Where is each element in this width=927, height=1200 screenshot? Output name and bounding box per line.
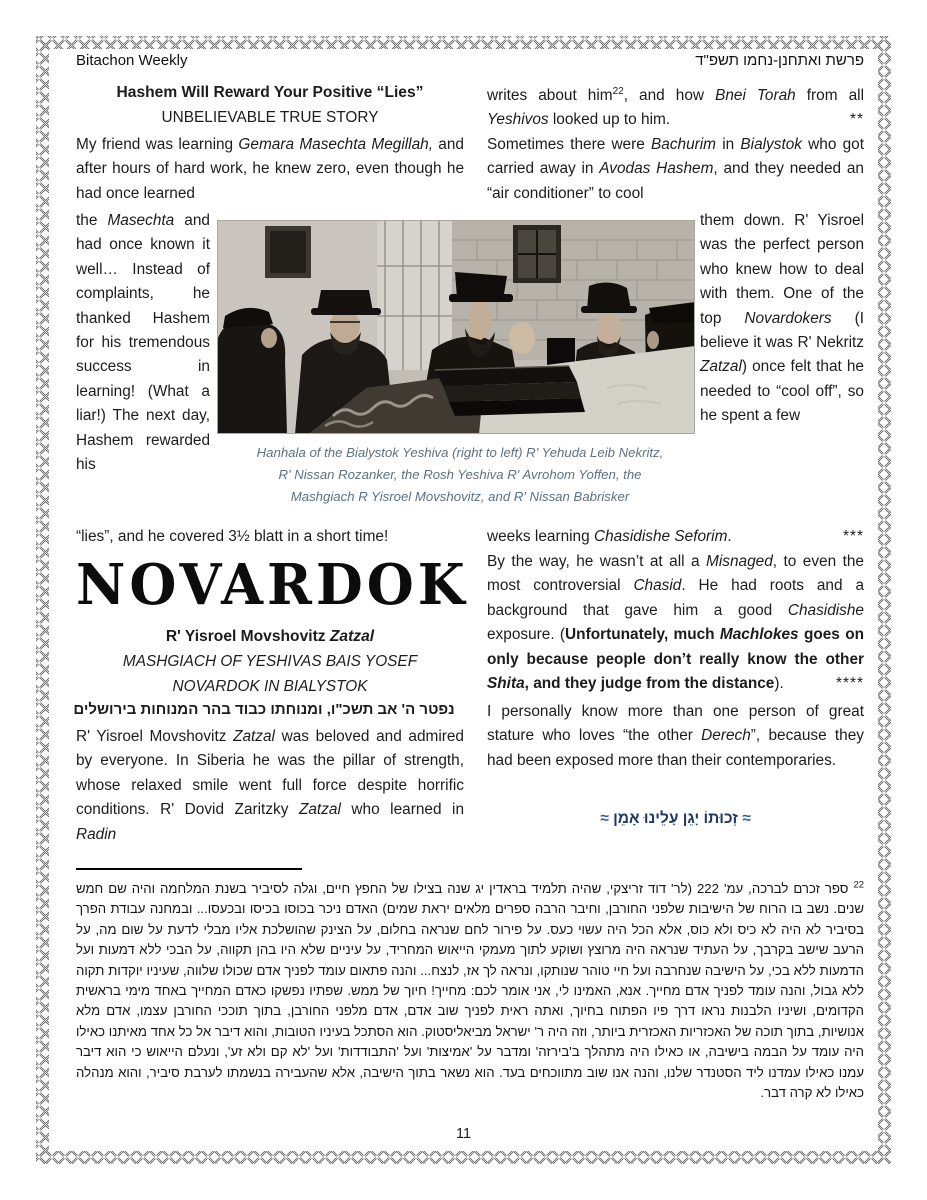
photo-caption-line: Hanhala of the Bialystok Yeshiva (right to left) R' Yehuda Leib Nekritz, [256, 445, 664, 460]
newsletter-title: Bitachon Weekly [76, 52, 188, 69]
right-paragraph-1: writes about him$^{22}$, and how Bnei Torah from all Yeshivos looked up to him. ** [487, 85, 865, 129]
footnote-separator [76, 868, 302, 870]
yeshiva-photo [217, 220, 695, 434]
blessing-line: ≈ זְכוּתוֹ יָגֵן עָלֵינוּ אָמֵן ≈ [600, 810, 751, 827]
mashgiach-line-1: MASHGIACH OF YESHIVAS BAIS YOSEF [122, 653, 418, 670]
article-subheading: UNBELIEVABLE TRUE STORY [161, 109, 379, 126]
page-number: 11 [455, 1126, 472, 1142]
article-heading: Hashem Will Reward Your Positive “Lies” [116, 84, 424, 101]
left-narrow-paragraph: the Masechta and had once known it well… Instead of complaints, he thanked Hashem for his tremendous success in learning! (What a liar!) The next day, Hashem rewarded his [76, 212, 210, 474]
right-paragraph-5: I personally know more than one person of great stature who loves “the other Derech”, because they had been exposed more than their contemporaries. [487, 703, 864, 769]
photo-caption-line: Mashgiach R Yisroel Movshovitz, and R' Nissan Babrisker [290, 489, 630, 504]
mashgiach-line-2: NOVARDOK IN BIALYSTOK [172, 678, 368, 695]
name-line: R' Yisroel Movshovitz Zatzal [165, 628, 375, 645]
photo-caption-line: R' Nissan Rozanker, the Rosh Yeshiva R' Avrohom Yoffen, the [278, 467, 642, 482]
novardok-title: NOVARDOK [76, 550, 469, 618]
left-after-image-line: “lies”, and he covered 3½ blatt in a short time! [76, 528, 389, 545]
right-paragraph-3: weeks learning Chasidishe Seforim. *** [487, 528, 864, 545]
left-paragraph-1: My friend was learning Gemara Masechta Megillah, and after hours of hard work, he knew zero, even though he had once learned [76, 136, 464, 202]
hebrew-dedication: נפטר ה' אב תשכ"ו, ומנוחתו כבוד בהר המנוחות בירושלים [73, 701, 455, 718]
parsha-title: פרשת ואתחנן-נחמו תשפ"ד [695, 52, 864, 69]
footnote-text: $^{22}$ ספר זכרם לברכה, עמ' 222 (לר' דוד זריצקי, שהיה תלמיד בראדין יג שנה בצילו של החפץ חיים, וגלה לסיביר בשנת המלחמה והיה שם חמש שנים. נשב בו הרוח של הישיבות שלפני החורבן, וחיבר הרבה ספרים מלאים יראת שמים) האדם ניכר בכוסו בכיסו ובכעסו... ובמחנה עבודת הפרך בסיביר לא היה לא כיס ולא כוס, אלא הכל היה עשוי כעס. על פירור לחם שנראה בחלום, על הצינק שהושלכת אליו מבלי לדעת על שום מה, על הרעב שישב בקרבך, על העתיד שנראה היה מרוצץ ושוקע לתוך מעמקי הייאוש המחריד, על עיניים שלא היו בהן תקווה, על הבכי ללא דמעות ועל הדמעות ללא בכי, על הישיבה שנחרבה ועל חיי טוהר שנותקו, ונראה לך אז, לנצח... והנה פתאום עומד לפניך אדם שכולו שלווה, שעיניו יוקדות תקוה ללא גבול, והנה עומד לפניך אדם מחייך. אנא, האמינו לי, אני אומר לכם: מחייך! חיוך של ממש. שפתיו נפשקו כאדם המחייך באחד מימי בראשית הקדומים, ושיניו הלבנות נראו דרך פיו הפתוח בחיוך, ואתה ראית לפניך שוב אדם, אדם מלפני החורבן, בתוך תוככי החורבן עצמו, אדם מלא אנושיות, בתוך תוכה של האכזריות האכזרית ביותר, וזה היה ר' ישראל מביאליסטוק. הוא הסתכל בעיניו הטובות, והוא דיבר אל כל אחד מאיתנו כאילו היה עומד על הבמה בישיבה, או כאילו היה מתהלך ב'בירזה' ומדבר על 'אמיצות' ועל 'התבודדות' ועל 'לא קם ולא זע', ונעלם הייאוש כי הוא דיבר עמנו כאילו עמדנו ליד הסטנדר שלנו, והנה אנו שוב מתווכחים בעד. הוא נשאר בתוך הישיבה, אלא שהעבירה בנשמתו לערבת סיביר, והוא מנהלה כאילו לא קרה דבר. [76, 879, 865, 1101]
left-paragraph-2: R' Yisroel Movshovitz Zatzal was beloved and admired by everyone. In Siberia he was the pillar of strength, whose relaxed smile went full force despite horrific conditions. R' Dovid Zaritzky Zatzal who learned in Radin [76, 728, 465, 843]
right-narrow-paragraph: them down. R' Yisroel was the perfect person who knew how to deal with them. One of the top Novardokers (I believe it was R' Nekritz Zatzal) once felt that he needed to “cool off”, so he spent a few [700, 212, 864, 425]
right-paragraph-4: By the way, he wasn’t at all a Misnaged, to even the most controversial Chasid. He had roots and a background that gave him a good Chasidishe exposure. (Unfortunately, much Machlokes goes on only because people don’t really know the other Shita, and they judge from the distance). **** [487, 553, 865, 693]
right-paragraph-2: Sometimes there were Bachurim in Bialystok who got carried away in Avodas Hashem, and they needed an “air conditioner” to cool [487, 136, 865, 202]
photo-caption [230, 442, 690, 508]
